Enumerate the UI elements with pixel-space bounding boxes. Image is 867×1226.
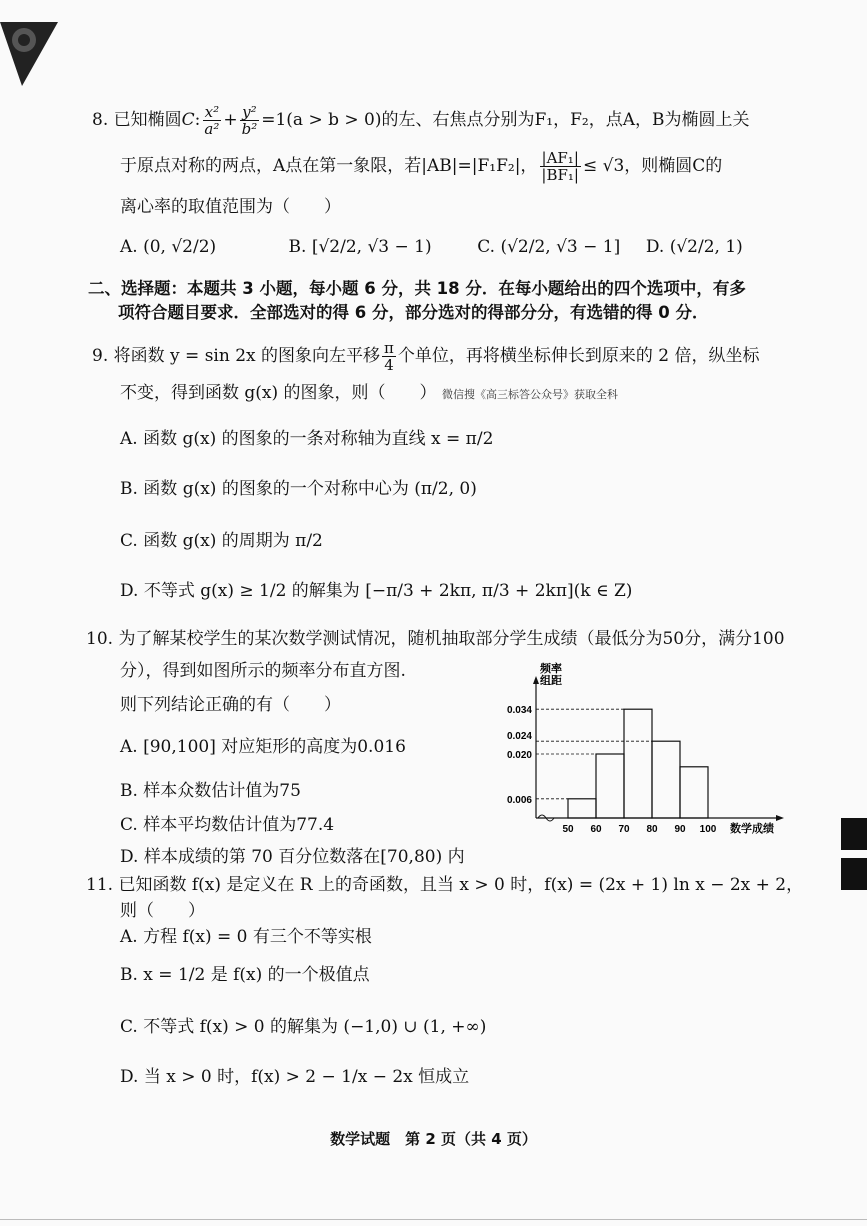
histogram-bar bbox=[652, 741, 680, 818]
q8-option-c-label: C. bbox=[477, 237, 496, 257]
q10-number: 10. bbox=[86, 629, 114, 649]
x-axis-label: 数学成绩 bbox=[730, 823, 774, 835]
x-tick-label: 100 bbox=[699, 824, 717, 835]
corner-emblem-icon bbox=[0, 22, 60, 88]
side-mark bbox=[841, 858, 867, 890]
histogram-bar bbox=[596, 754, 624, 818]
q11-text: 已知函数 f(x) 是定义在 R 上的奇函数，且当 x > 0 时，f(x) = (2x + 1) ln x − 2x + 2， bbox=[118, 875, 804, 895]
q10-option-d: D. 样本成绩的第 70 百分位数落在[70,80) 内 bbox=[120, 847, 465, 867]
section2-line2: 项符合题目要求．全部选对的得 6 分，部分选对的得部分分，有选错的得 0 分． bbox=[118, 303, 709, 322]
frequency-histogram bbox=[490, 660, 790, 840]
x-tick-label: 90 bbox=[674, 824, 686, 835]
q9-text-post: 个单位，再将横坐标伸长到原来的 2 倍，纵坐标 bbox=[397, 346, 760, 366]
q11-line1 bbox=[86, 874, 803, 896]
q8-options bbox=[120, 236, 743, 258]
q9-shift-fraction: $\frac{\pi}{4}$ bbox=[384, 339, 394, 374]
divider bbox=[0, 1219, 867, 1220]
y-tick-label: 0.034 bbox=[506, 705, 532, 717]
x-tick-label: 60 bbox=[590, 824, 602, 835]
q8-line1: 8. 已知椭圆C: $\frac{\text{x²}}{\text{a²}}$ + $\frac{\text{y²}}{\text{b²}}$ =1(a > b > 0)的左、右焦点分别为F₁，F₂，点A，B为椭圆上关 bbox=[92, 103, 750, 138]
x-tick-label: 50 bbox=[562, 824, 574, 835]
section2-line1: 二、选择题：本题共 3 小题，每小题 6 分，共 18 分．在每小题给出的四个选项中，有多 bbox=[88, 279, 746, 298]
ellipse-y-fraction: $\frac{\text{y²}}{\text{b²}}$ bbox=[241, 103, 258, 138]
q8-line2 bbox=[120, 150, 722, 183]
y-axis-arrow-icon bbox=[533, 676, 539, 684]
q10-option-b: B. 样本众数估计值为75 bbox=[120, 781, 301, 801]
wechat-note: 微信搜《高三标答公众号》获取全科 bbox=[441, 388, 618, 401]
q9-option-a: A. 函数 g(x) 的图象的一条对称轴为直线 x = π/2 bbox=[120, 429, 494, 449]
y-tick-label: 0.006 bbox=[506, 794, 532, 806]
q9-line2 bbox=[120, 382, 618, 406]
q11-option-c: C. 不等式 f(x) > 0 的解集为 (−1,0) ∪ (1, +∞) bbox=[120, 1017, 487, 1037]
q11-number: 11. bbox=[86, 875, 114, 895]
q10-option-a: A. [90,100] 对应矩形的高度为0.016 bbox=[120, 737, 406, 757]
y-axis-label-top: 频率 bbox=[540, 663, 562, 675]
q9-line1 bbox=[92, 340, 760, 373]
q11-option-b: B. x = 1/2 是 f(x) 的一个极值点 bbox=[120, 965, 370, 985]
histogram-bar bbox=[624, 709, 652, 818]
ellipse-x-fraction: $\frac{\text{x²}}{\text{a²}}$ bbox=[204, 103, 220, 138]
q11-option-a: A. 方程 f(x) = 0 有三个不等实根 bbox=[120, 927, 372, 947]
histogram-bar bbox=[680, 767, 708, 818]
x-tick-label: 80 bbox=[646, 824, 658, 835]
page-footer: 数学试题 第 2 页（共 4 页） bbox=[330, 1130, 537, 1148]
q10-line2: 分），得到如图所示的频率分布直方图. bbox=[120, 661, 406, 681]
y-tick-label: 0.020 bbox=[506, 750, 532, 761]
x-axis-arrow-icon bbox=[776, 815, 784, 821]
q9-text-pre: 将函数 y = sin 2x 的图象向左平移 bbox=[113, 346, 381, 366]
q8-option-a: (0, √2/2) bbox=[143, 237, 217, 257]
q9-option-b: B. 函数 g(x) 的图象的一个对称中心为 (π/2, 0) bbox=[120, 479, 477, 499]
q8-option-d-label: D. bbox=[645, 237, 665, 257]
q8-text: 已知椭圆 bbox=[113, 110, 182, 130]
q8-line2-pre: 于原点对称的两点，A点在第一象限，若|AB|=|F₁F₂|， bbox=[120, 156, 538, 176]
q8-line2-post: ≤ √3，则椭圆C的 bbox=[582, 156, 723, 176]
q8-option-b-label: B. bbox=[288, 237, 307, 257]
y-axis-label-bottom: 组距 bbox=[540, 675, 562, 687]
q8-option-a-label: A. bbox=[120, 237, 138, 257]
q8-ratio-fraction: $\frac{\text{|AF₁|}}{\text{|BF₁|}}$ bbox=[541, 149, 579, 184]
histogram-bar bbox=[568, 799, 596, 818]
q9-number: 9. bbox=[92, 346, 109, 366]
q9-option-c: C. 函数 g(x) 的周期为 π/2 bbox=[120, 531, 323, 551]
q11-option-d: D. 当 x > 0 时，f(x) > 2 − 1/x − 2x 恒成立 bbox=[120, 1067, 470, 1087]
y-tick-label: 0.024 bbox=[506, 731, 532, 743]
x-tick-label: 70 bbox=[618, 824, 630, 835]
q8-number: 8. bbox=[92, 110, 109, 130]
q10-text: 为了解某校学生的某次数学测试情况，随机抽取部分学生成绩（最低分为50分，满分100 bbox=[118, 629, 785, 649]
q8-option-b: [√2/2, √3 − 1) bbox=[311, 237, 432, 257]
q10-option-c: C. 样本平均数估计值为77.4 bbox=[120, 815, 335, 835]
q8-text-post: 的左、右焦点分别为F₁，F₂，点A，B为椭圆上关 bbox=[381, 110, 750, 130]
q8-option-d: (√2/2, 1) bbox=[669, 237, 743, 257]
q10-line3: 则下列结论正确的有（ ） bbox=[120, 695, 341, 715]
ellipse-rhs: =1(a > b > 0) bbox=[261, 110, 382, 130]
q9-line2-text: 不变，得到函数 g(x) 的图象，则（ ） bbox=[120, 383, 437, 403]
q10-line1 bbox=[86, 628, 785, 650]
side-mark bbox=[841, 818, 867, 850]
q8-line3: 离心率的取值范围为（ ） bbox=[120, 197, 341, 217]
q9-option-d: D. 不等式 g(x) ≥ 1/2 的解集为 [−π/3 + 2kπ, π/3 + 2kπ](k ∈ Z) bbox=[120, 581, 633, 601]
q11-line2: 则（ ） bbox=[120, 901, 205, 921]
q8-option-c: (√2/2, √3 − 1] bbox=[500, 237, 621, 257]
